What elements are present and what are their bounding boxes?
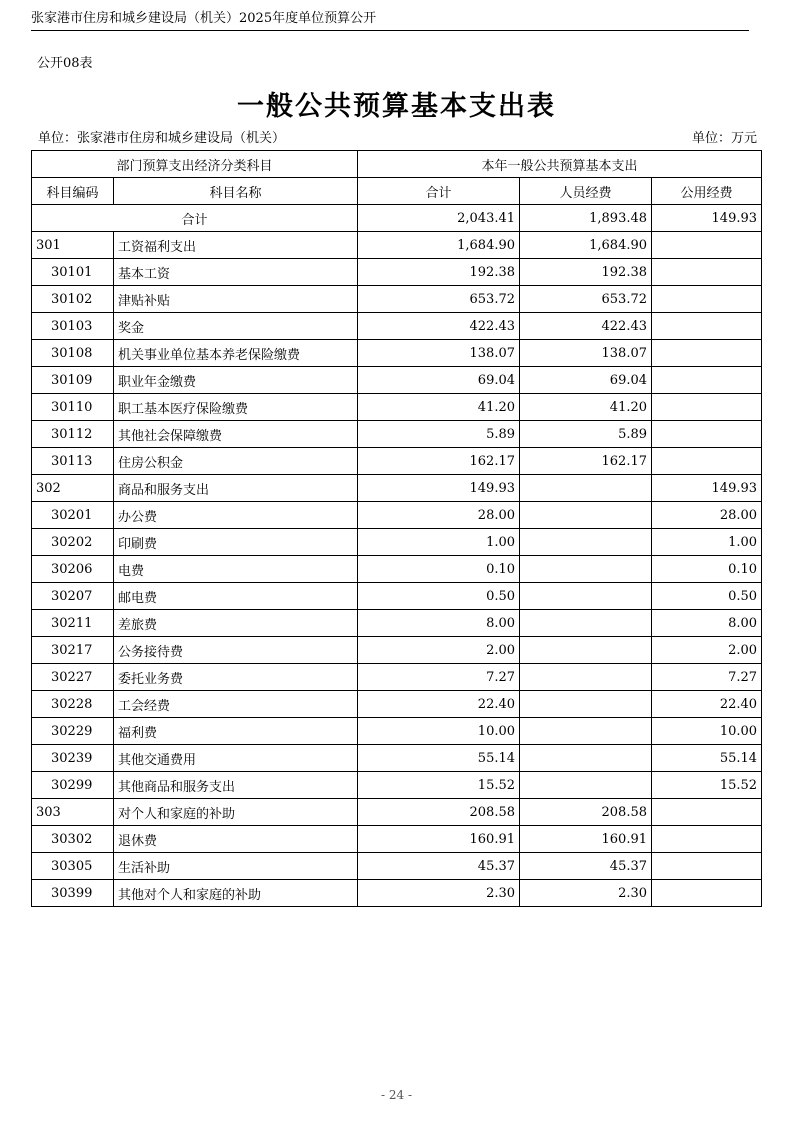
cell-public	[652, 880, 762, 907]
cell-total: 0.10	[358, 556, 520, 583]
cell-code: 30229	[32, 718, 114, 745]
cell-name: 对个人和家庭的补助	[114, 799, 358, 826]
cell-personnel: 1,684.90	[520, 232, 652, 259]
cell-public	[652, 394, 762, 421]
table-group-header-row	[32, 151, 762, 178]
cell-public	[652, 259, 762, 286]
cell-name: 差旅费	[114, 610, 358, 637]
table-row	[32, 880, 762, 907]
cell-code: 30101	[32, 259, 114, 286]
cell-name: 印刷费	[114, 529, 358, 556]
cell-total: 160.91	[358, 826, 520, 853]
cell-name: 住房公积金	[114, 448, 358, 475]
cell-total: 41.20	[358, 394, 520, 421]
cell-personnel: 422.43	[520, 313, 652, 340]
cell-total: 10.00	[358, 718, 520, 745]
cell-public	[652, 313, 762, 340]
table-row	[32, 583, 762, 610]
cell-public: 7.27	[652, 664, 762, 691]
cell-public: 1.00	[652, 529, 762, 556]
cell-personnel	[520, 637, 652, 664]
unit-label: 单位：张家港市住房和城乡建设局（机关）	[38, 131, 286, 146]
cell-total: 69.04	[358, 367, 520, 394]
cell-personnel: 69.04	[520, 367, 652, 394]
table-row	[32, 529, 762, 556]
cell-personnel	[520, 718, 652, 745]
cell-total: 1,684.90	[358, 232, 520, 259]
table-row	[32, 637, 762, 664]
cell-total: 422.43	[358, 313, 520, 340]
table-number: 公开08表	[37, 56, 93, 71]
cell-name: 机关事业单位基本养老保险缴费	[114, 340, 358, 367]
cell-code: 30201	[32, 502, 114, 529]
cell-name: 职业年金缴费	[114, 367, 358, 394]
cell-name: 福利费	[114, 718, 358, 745]
cell-public: 22.40	[652, 691, 762, 718]
page-title: 一般公共预算基本支出表	[237, 91, 556, 122]
table-row	[32, 610, 762, 637]
table-row	[32, 799, 762, 826]
cell-total: 55.14	[358, 745, 520, 772]
cell-total: 1.00	[358, 529, 520, 556]
table-row	[32, 745, 762, 772]
cell-total: 22.40	[358, 691, 520, 718]
cell-code: 30217	[32, 637, 114, 664]
cell-name: 商品和服务支出	[114, 475, 358, 502]
cell-personnel: 2.30	[520, 880, 652, 907]
currency-unit-label: 单位：万元	[691, 131, 757, 146]
cell-personnel	[520, 664, 652, 691]
cell-public: 149.93	[652, 475, 762, 502]
cell-total: 653.72	[358, 286, 520, 313]
column-header-code: 科目编码	[32, 178, 114, 205]
cell-public	[652, 853, 762, 880]
page-header: 张家港市住房和城乡建设局（机关）2025年度单位预算公开	[31, 8, 749, 31]
cell-public: 55.14	[652, 745, 762, 772]
cell-personnel	[520, 475, 652, 502]
cell-public	[652, 421, 762, 448]
cell-personnel	[520, 502, 652, 529]
cell-total: 2.30	[358, 880, 520, 907]
cell-public: 0.50	[652, 583, 762, 610]
cell-name: 工资福利支出	[114, 232, 358, 259]
cell-code: 30302	[32, 826, 114, 853]
total-cell-public: 149.93	[652, 205, 762, 232]
cell-name: 职工基本医疗保险缴费	[114, 394, 358, 421]
cell-total: 28.00	[358, 502, 520, 529]
cell-code: 30227	[32, 664, 114, 691]
cell-public: 28.00	[652, 502, 762, 529]
cell-total: 0.50	[358, 583, 520, 610]
page-number: - 24 -	[380, 1088, 412, 1102]
table-row	[32, 664, 762, 691]
cell-public	[652, 232, 762, 259]
cell-personnel	[520, 529, 652, 556]
table-row	[32, 232, 762, 259]
cell-name: 基本工资	[114, 259, 358, 286]
cell-code: 30108	[32, 340, 114, 367]
column-header-personnel: 人员经费	[520, 178, 652, 205]
cell-personnel: 5.89	[520, 421, 652, 448]
cell-public: 8.00	[652, 610, 762, 637]
cell-personnel	[520, 610, 652, 637]
table-row	[32, 772, 762, 799]
table-row	[32, 826, 762, 853]
group-header-basic-expenditure: 本年一般公共预算基本支出	[358, 151, 762, 178]
cell-public	[652, 799, 762, 826]
cell-name: 其他商品和服务支出	[114, 772, 358, 799]
cell-name: 退休费	[114, 826, 358, 853]
table-row	[32, 502, 762, 529]
cell-code: 30305	[32, 853, 114, 880]
cell-personnel	[520, 691, 652, 718]
table-row	[32, 259, 762, 286]
table-row	[32, 556, 762, 583]
cell-code: 30109	[32, 367, 114, 394]
cell-code: 301	[32, 232, 114, 259]
total-cell-total: 2,043.41	[358, 205, 520, 232]
table-row	[32, 421, 762, 448]
table-row	[32, 286, 762, 313]
table-row	[32, 475, 762, 502]
cell-code: 30103	[32, 313, 114, 340]
cell-personnel: 160.91	[520, 826, 652, 853]
cell-public: 15.52	[652, 772, 762, 799]
total-label: 合计	[32, 205, 358, 232]
cell-public: 10.00	[652, 718, 762, 745]
cell-name: 生活补助	[114, 853, 358, 880]
cell-name: 其他交通费用	[114, 745, 358, 772]
column-header-name: 科目名称	[114, 178, 358, 205]
cell-public	[652, 340, 762, 367]
cell-personnel	[520, 583, 652, 610]
cell-total: 192.38	[358, 259, 520, 286]
cell-name: 工会经费	[114, 691, 358, 718]
cell-public	[652, 826, 762, 853]
table-row	[32, 718, 762, 745]
total-cell-personnel: 1,893.48	[520, 205, 652, 232]
group-header-classification: 部门预算支出经济分类科目	[32, 151, 358, 178]
cell-code: 30202	[32, 529, 114, 556]
cell-total: 162.17	[358, 448, 520, 475]
cell-code: 30211	[32, 610, 114, 637]
total-row	[32, 205, 762, 232]
cell-public	[652, 448, 762, 475]
cell-personnel: 653.72	[520, 286, 652, 313]
cell-code: 30399	[32, 880, 114, 907]
cell-personnel	[520, 556, 652, 583]
cell-code: 303	[32, 799, 114, 826]
column-header-public: 公用经费	[652, 178, 762, 205]
table-row	[32, 367, 762, 394]
cell-personnel: 45.37	[520, 853, 652, 880]
cell-total: 208.58	[358, 799, 520, 826]
cell-code: 30102	[32, 286, 114, 313]
cell-personnel	[520, 745, 652, 772]
column-header-total: 合计	[358, 178, 520, 205]
cell-personnel	[520, 772, 652, 799]
cell-personnel: 192.38	[520, 259, 652, 286]
table-row	[32, 691, 762, 718]
cell-total: 45.37	[358, 853, 520, 880]
cell-total: 8.00	[358, 610, 520, 637]
cell-name: 其他社会保障缴费	[114, 421, 358, 448]
cell-personnel: 138.07	[520, 340, 652, 367]
cell-name: 委托业务费	[114, 664, 358, 691]
cell-public: 0.10	[652, 556, 762, 583]
cell-name: 公务接待费	[114, 637, 358, 664]
cell-public	[652, 286, 762, 313]
cell-code: 30299	[32, 772, 114, 799]
table-row	[32, 313, 762, 340]
cell-name: 邮电费	[114, 583, 358, 610]
cell-name: 津贴补贴	[114, 286, 358, 313]
cell-total: 15.52	[358, 772, 520, 799]
cell-name: 奖金	[114, 313, 358, 340]
cell-total: 149.93	[358, 475, 520, 502]
cell-public	[652, 367, 762, 394]
cell-total: 5.89	[358, 421, 520, 448]
cell-code: 30239	[32, 745, 114, 772]
budget-table	[31, 150, 762, 907]
cell-code: 30207	[32, 583, 114, 610]
cell-personnel: 41.20	[520, 394, 652, 421]
table-row	[32, 340, 762, 367]
cell-name: 电费	[114, 556, 358, 583]
cell-code: 30206	[32, 556, 114, 583]
cell-public: 2.00	[652, 637, 762, 664]
cell-personnel: 208.58	[520, 799, 652, 826]
cell-code: 30110	[32, 394, 114, 421]
cell-total: 138.07	[358, 340, 520, 367]
table-column-header-row	[32, 178, 762, 205]
cell-name: 其他对个人和家庭的补助	[114, 880, 358, 907]
cell-personnel: 162.17	[520, 448, 652, 475]
table-row	[32, 448, 762, 475]
cell-code: 30112	[32, 421, 114, 448]
cell-code: 302	[32, 475, 114, 502]
cell-total: 7.27	[358, 664, 520, 691]
table-row	[32, 853, 762, 880]
cell-code: 30113	[32, 448, 114, 475]
cell-total: 2.00	[358, 637, 520, 664]
cell-code: 30228	[32, 691, 114, 718]
cell-name: 办公费	[114, 502, 358, 529]
table-row	[32, 394, 762, 421]
